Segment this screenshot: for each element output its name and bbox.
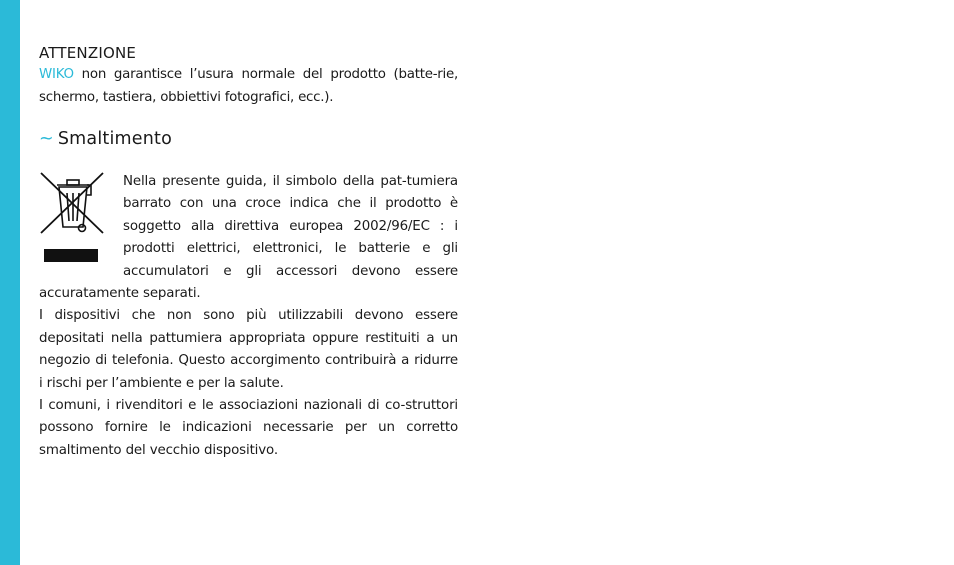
disposal-paragraph-1: Nella presente guida, il simbolo della pat-tumiera barrato con una croce indica che il prodotto è soggetto alla direttiva europea 2002/96/EC : i prodotti elettrici, elettronici, le batterie e gli accumulatori e gli accessori devono essere accuratamente separati. [39,174,458,302]
warning-body: non garantisce l’usura normale del prodotto (batte-rie, schermo, tastiera, obbiettivi fotografici, ecc.). [39,67,458,105]
accent-side-bar [0,0,20,565]
section-title [39,128,458,150]
disposal-block [39,171,458,462]
brand-name: WIKO [39,67,74,82]
section-title-text: Smaltimento [57,129,173,149]
crossed-out-wheelie-bin-icon [39,171,119,279]
bin-icon-bar [44,249,98,262]
warning-text [39,63,458,109]
disposal-paragraph-2: I dispositivi che non sono più utilizzabili devono essere depositati nella pattumiera appropriata oppure restituiti a un negozio di telefonia. Questo accorgimento contribuirà a ridurre i rischi per l’ambiente e per la salute. [39,308,458,391]
section-tilde: ~ [39,129,54,149]
page-content [39,44,458,462]
bin-icon-graphic [39,171,105,239]
warning-title: ATTENZIONE [39,44,137,62]
disposal-paragraph-3: I comuni, i rivenditori e le associazioni nazionali di co-struttori possono fornire le indicazioni necessarie per un corretto smaltimento del vecchio dispositivo. [39,398,458,458]
